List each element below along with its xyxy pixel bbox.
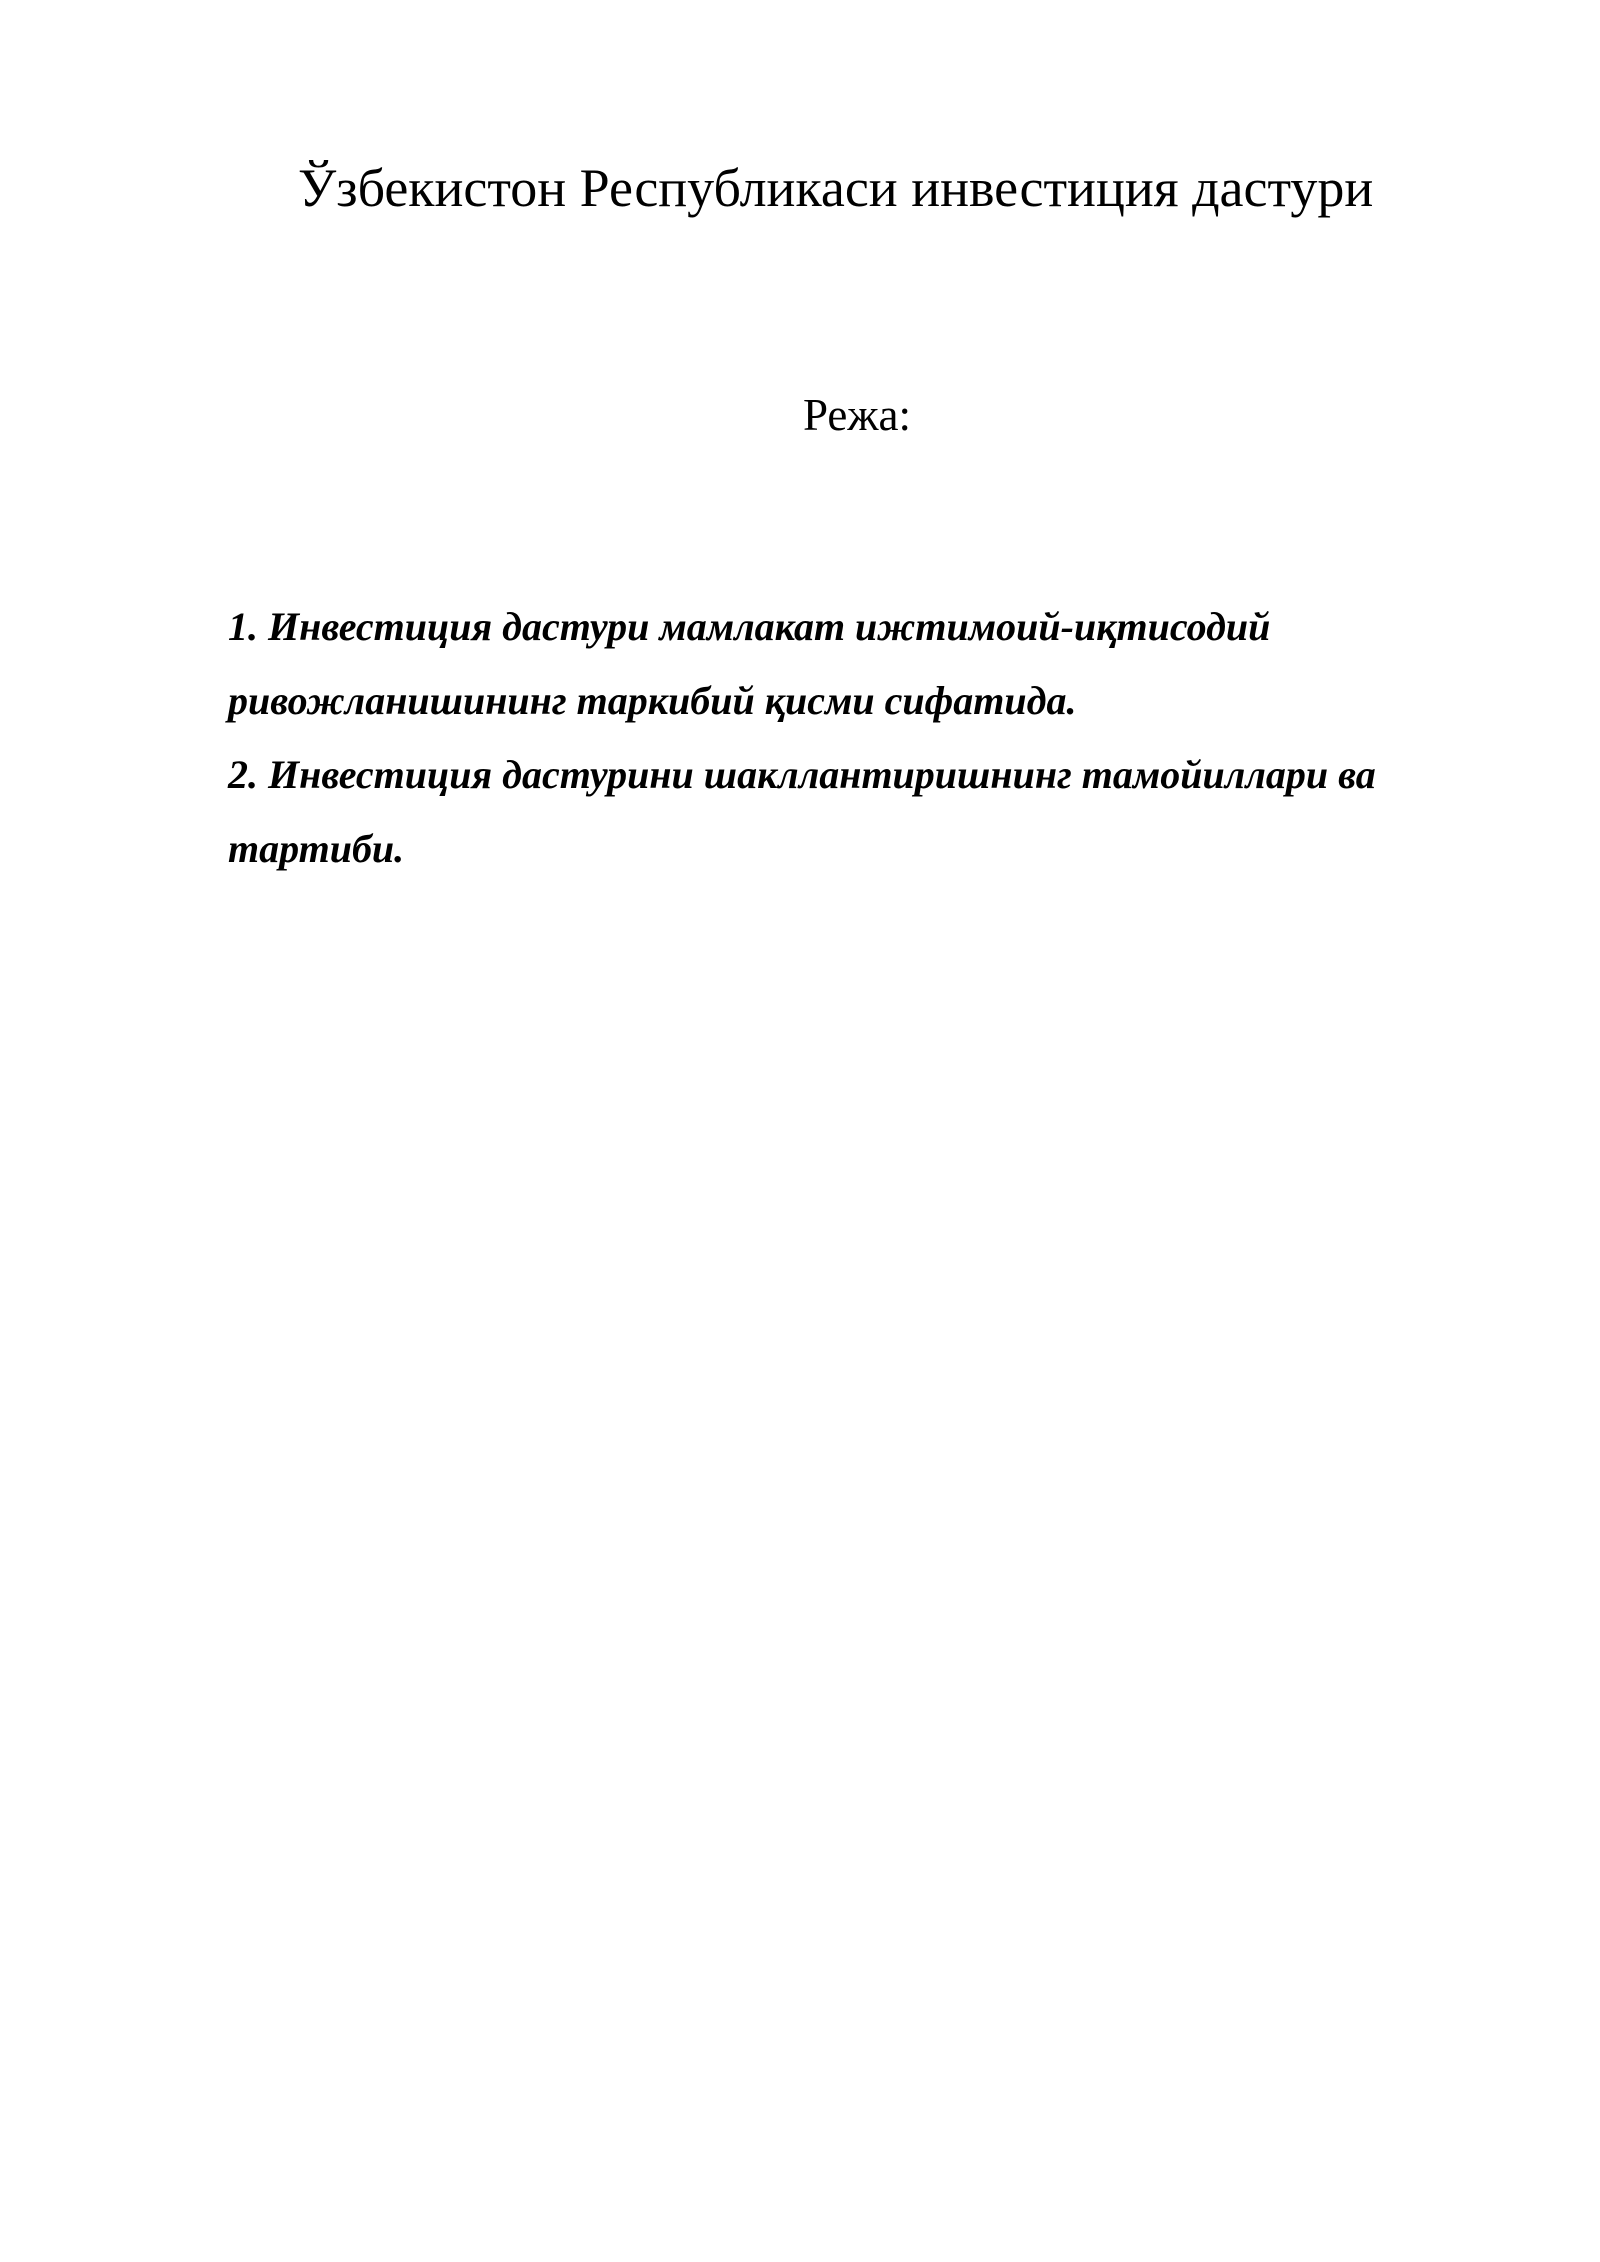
plan-item-1-line-2: ривожланишининг таркибий қисми сифатида.: [228, 678, 1077, 723]
plan-item-1-line-1: 1. Инвестиция дастури мамлакат ижтимоий-иқтисодий: [228, 604, 1271, 649]
plan-item-2: [228, 738, 1508, 886]
plan-list: [228, 590, 1508, 886]
document-title: Ўзбекистон Республикаси инвестиция дастури: [298, 158, 1374, 218]
plan-heading: Режа:: [803, 390, 911, 440]
plan-item-2-line-1: 2. Инвестиция дастурини шакллантиришнинг тамойиллари ва: [228, 752, 1376, 797]
plan-item-1: [228, 590, 1508, 738]
plan-item-2-line-2: тартиби.: [228, 826, 405, 871]
